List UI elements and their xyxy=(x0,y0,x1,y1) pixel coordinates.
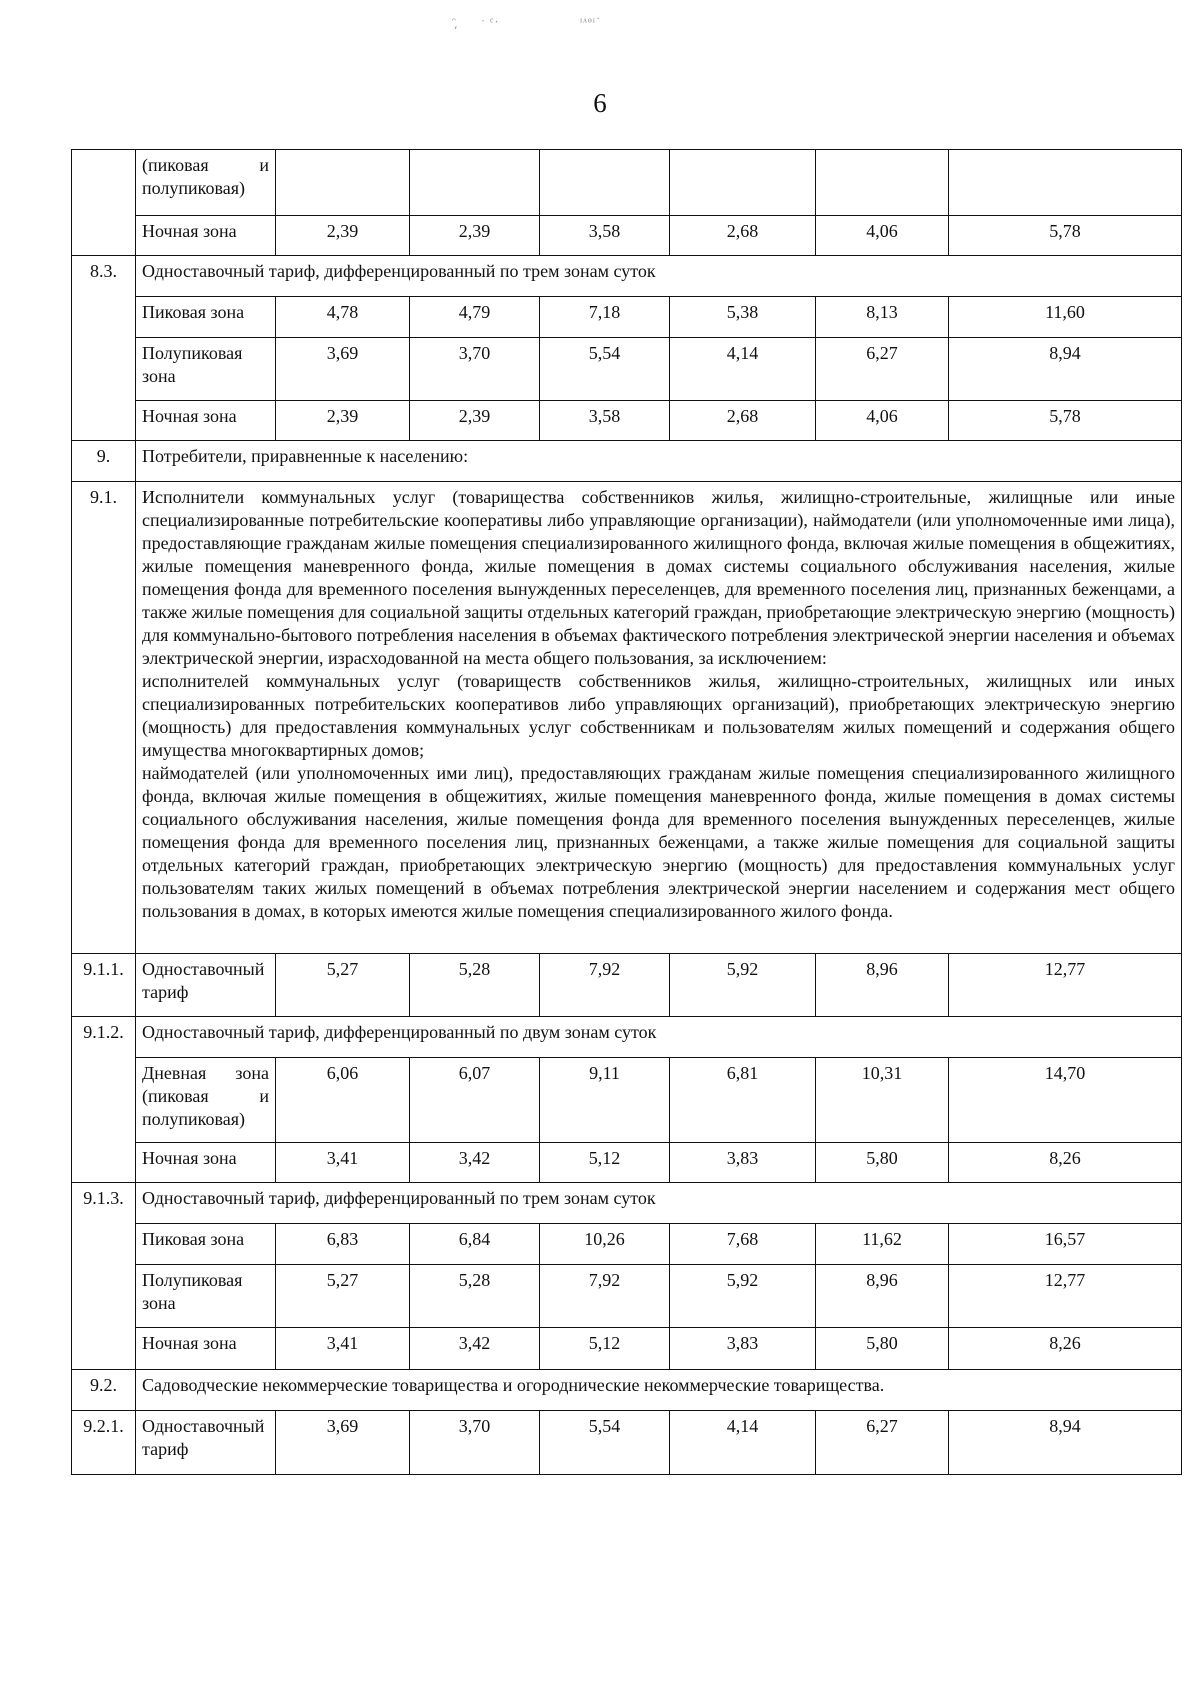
tariff-value: 16,57 xyxy=(949,1224,1182,1265)
tariff-value: 2,68 xyxy=(670,216,816,256)
row-number xyxy=(72,216,136,256)
tariff-value: 5,12 xyxy=(540,1143,670,1183)
table-row xyxy=(72,338,1182,401)
tariff-value: 3,70 xyxy=(410,338,540,401)
tariff-label: Ночная зона xyxy=(136,401,276,441)
table-row xyxy=(72,482,1182,954)
tariff-value: 2,39 xyxy=(276,401,410,441)
tariff-label: Пиковая зона xyxy=(136,297,276,338)
tariff-value xyxy=(410,150,540,216)
tariff-value: 3,83 xyxy=(670,1143,816,1183)
tariff-value: 5,92 xyxy=(670,1265,816,1328)
tariff-value xyxy=(949,150,1182,216)
tariff-value xyxy=(276,150,410,216)
tariff-value: 5,54 xyxy=(540,338,670,401)
table-row xyxy=(72,1017,1182,1058)
tariff-value: 8,94 xyxy=(949,1411,1182,1475)
tariff-value: 3,83 xyxy=(670,1328,816,1370)
row-number: 9. xyxy=(72,441,136,482)
tariff-value: 5,27 xyxy=(276,954,410,1017)
tariff-value: 8,94 xyxy=(949,338,1182,401)
tariff-label: Пиковая зона xyxy=(136,1224,276,1265)
tariff-value: 7,18 xyxy=(540,297,670,338)
table-row xyxy=(72,297,1182,338)
tariff-value: 5,78 xyxy=(949,401,1182,441)
row-number: 9.1.2. xyxy=(72,1017,136,1058)
tariff-value: 5,28 xyxy=(410,1265,540,1328)
section-heading: Одноставочный тариф, дифференцированный по трем зонам суток xyxy=(136,1183,1182,1224)
tariff-value: 2,68 xyxy=(670,401,816,441)
tariff-value: 3,58 xyxy=(540,401,670,441)
tariff-label: Одноставочный тариф xyxy=(136,954,276,1017)
section-heading: Одноставочный тариф, дифференцированный по двум зонам суток xyxy=(136,1017,1182,1058)
row-number: 9.2. xyxy=(72,1370,136,1411)
tariff-value: 3,41 xyxy=(276,1143,410,1183)
tariff-value: 5,27 xyxy=(276,1265,410,1328)
tariff-label: (пиковая и полупиковая) xyxy=(136,150,276,216)
tariff-value: 3,58 xyxy=(540,216,670,256)
tariff-value: 8,96 xyxy=(816,954,949,1017)
tariff-label: Полупиковая зона xyxy=(136,338,276,401)
tariff-value: 8,26 xyxy=(949,1328,1182,1370)
tariff-value xyxy=(670,150,816,216)
tariff-value: 2,39 xyxy=(410,216,540,256)
tariff-value: 8,96 xyxy=(816,1265,949,1328)
tariff-value: 6,27 xyxy=(816,338,949,401)
tariff-label: Дневная зона (пиковая и полупиковая) xyxy=(136,1058,276,1143)
tariff-value: 5,92 xyxy=(670,954,816,1017)
tariff-value: 3,70 xyxy=(410,1411,540,1475)
tariff-value: 9,11 xyxy=(540,1058,670,1143)
tariff-value: 4,14 xyxy=(670,338,816,401)
tariff-label: Полупиковая зона xyxy=(136,1265,276,1328)
table-row xyxy=(72,441,1182,482)
tariff-value: 6,83 xyxy=(276,1224,410,1265)
tariff-value: 8,13 xyxy=(816,297,949,338)
tariff-value: 5,12 xyxy=(540,1328,670,1370)
tariff-value: 12,77 xyxy=(949,1265,1182,1328)
tariff-value: 7,68 xyxy=(670,1224,816,1265)
tariff-value: 6,81 xyxy=(670,1058,816,1143)
tariff-value: 4,78 xyxy=(276,297,410,338)
tariff-value: 4,79 xyxy=(410,297,540,338)
row-number: 9.2.1. xyxy=(72,1411,136,1475)
tariff-label: Ночная зона xyxy=(136,216,276,256)
tariff-value: 3,69 xyxy=(276,1411,410,1475)
row-number xyxy=(72,1058,136,1143)
tariff-value xyxy=(540,150,670,216)
tariff-value: 3,69 xyxy=(276,338,410,401)
tariff-value: 10,31 xyxy=(816,1058,949,1143)
table-row xyxy=(72,1143,1182,1183)
tariff-value: 6,06 xyxy=(276,1058,410,1143)
table-row xyxy=(72,1224,1182,1265)
tariff-value: 5,28 xyxy=(410,954,540,1017)
row-number: 8.3. xyxy=(72,256,136,297)
table-row xyxy=(72,401,1182,441)
tariff-value: 11,62 xyxy=(816,1224,949,1265)
row-number xyxy=(72,1143,136,1183)
tariff-value: 3,41 xyxy=(276,1328,410,1370)
row-number xyxy=(72,338,136,401)
row-number xyxy=(72,1224,136,1265)
tariff-value: 3,42 xyxy=(410,1328,540,1370)
tariff-value: 4,06 xyxy=(816,401,949,441)
description-paragraph: Исполнители коммунальных услуг (товарищества собственников жилья, жилищно-строительные, жилищные или иные специализированные потребительские кооперативы либо управляющие организации), наймодатели (или уполномоченные ими лица), предоставляющие гражданам жилые помещения специализированного жилищного фонда, включая жилые помещения в общежитиях, жилые помещения маневренного фонда, жилые помещения в домах системы социального обслуживания населения, жилые помещения фонда для временного поселения вынужденных переселенцев, для временного поселения лиц, признанных беженцами, а также жилые помещения для социальной защиты отдельных категорий граждан, приобретающие электрическую энергию (мощность) для коммунально-бытового потребления населения в объемах фактического потребления электрической энергии населения и объемах электрической энергии, израсходованной на места общего пользования, за исключением: xyxy=(142,487,1175,668)
row-number xyxy=(72,150,136,216)
section-heading: Одноставочный тариф, дифференцированный по трем зонам суток xyxy=(136,256,1182,297)
tariff-value: 5,80 xyxy=(816,1143,949,1183)
tariff-table xyxy=(71,149,1182,1475)
tariff-value: 5,80 xyxy=(816,1328,949,1370)
table-body xyxy=(72,150,1182,1475)
row-number: 9.1.3. xyxy=(72,1183,136,1224)
row-number xyxy=(72,401,136,441)
tariff-value: 5,38 xyxy=(670,297,816,338)
table-row xyxy=(72,256,1182,297)
row-number xyxy=(72,1328,136,1370)
tariff-label: Ночная зона xyxy=(136,1143,276,1183)
tariff-value: 12,77 xyxy=(949,954,1182,1017)
table-row xyxy=(72,1265,1182,1328)
tariff-value: 8,26 xyxy=(949,1143,1182,1183)
tariff-value: 5,78 xyxy=(949,216,1182,256)
tariff-value: 4,14 xyxy=(670,1411,816,1475)
page-number: 6 xyxy=(593,88,607,118)
tariff-value: 2,39 xyxy=(410,401,540,441)
table-row xyxy=(72,150,1182,216)
scan-mark-left: ᵔ᷊ᷤᷢ ˑ ᶜ· xyxy=(452,14,500,29)
table-row xyxy=(72,1411,1182,1475)
table-row xyxy=(72,1058,1182,1143)
tariff-label: Одноставочный тариф xyxy=(136,1411,276,1475)
section-heading: Садоводческие некоммерческие товарищества и огороднические некоммерческие товарищества. xyxy=(136,1370,1182,1411)
tariff-value: 6,84 xyxy=(410,1224,540,1265)
table-row xyxy=(72,954,1182,1017)
scan-mark-right: ᶦᶺᶱᶦ˙ xyxy=(580,14,602,29)
table-row xyxy=(72,216,1182,256)
tariff-value: 11,60 xyxy=(949,297,1182,338)
tariff-value: 6,07 xyxy=(410,1058,540,1143)
tariff-value: 5,54 xyxy=(540,1411,670,1475)
tariff-value xyxy=(816,150,949,216)
row-number: 9.1.1. xyxy=(72,954,136,1017)
tariff-value: 10,26 xyxy=(540,1224,670,1265)
row-number: 9.1. xyxy=(72,482,136,954)
description-paragraph: исполнителей коммунальных услуг (товариществ собственников жилья, жилищно-строительных, жилищных или иных специализированных потребительских кооперативов либо управляющих организаций), приобретающих электрическую энергию (мощность) для предоставления коммунальных услуг собственникам и пользователям жилых помещений и содержания общего имущества многоквартирных домов; xyxy=(142,671,1175,760)
table-row xyxy=(72,1370,1182,1411)
tariff-value: 7,92 xyxy=(540,1265,670,1328)
tariff-value: 14,70 xyxy=(949,1058,1182,1143)
tariff-value: 7,92 xyxy=(540,954,670,1017)
tariff-label: Ночная зона xyxy=(136,1328,276,1370)
row-number xyxy=(72,297,136,338)
section-heading: Потребители, приравненные к населению: xyxy=(136,441,1182,482)
tariff-value: 4,06 xyxy=(816,216,949,256)
section-description xyxy=(136,482,1182,954)
tariff-value: 3,42 xyxy=(410,1143,540,1183)
tariff-value: 2,39 xyxy=(276,216,410,256)
table-row xyxy=(72,1328,1182,1370)
description-paragraph: наймодателей (или уполномоченных ими лиц), предоставляющих гражданам жилые помещения специализированного жилищного фонда, включая жилые помещения в общежитиях, жилые помещения маневренного фонда, жилые помещения в домах системы социального обслуживания населения, жилые помещения фонда для временного поселения вынужденных переселенцев, жилые помещения фонда для временного поселения лиц, признанных беженцами, а также жилые помещения для социальной защиты отдельных категорий граждан, приобретающих электрическую энергию (мощность) для предоставления коммунальных услуг пользователям таких жилых помещений в объемах потребления электрической энергии населением и содержания мест общего пользования в домах, в которых имеются жилые помещения специализированного жилого фонда. xyxy=(142,763,1175,921)
table-row xyxy=(72,1183,1182,1224)
tariff-value: 6,27 xyxy=(816,1411,949,1475)
row-number xyxy=(72,1265,136,1328)
